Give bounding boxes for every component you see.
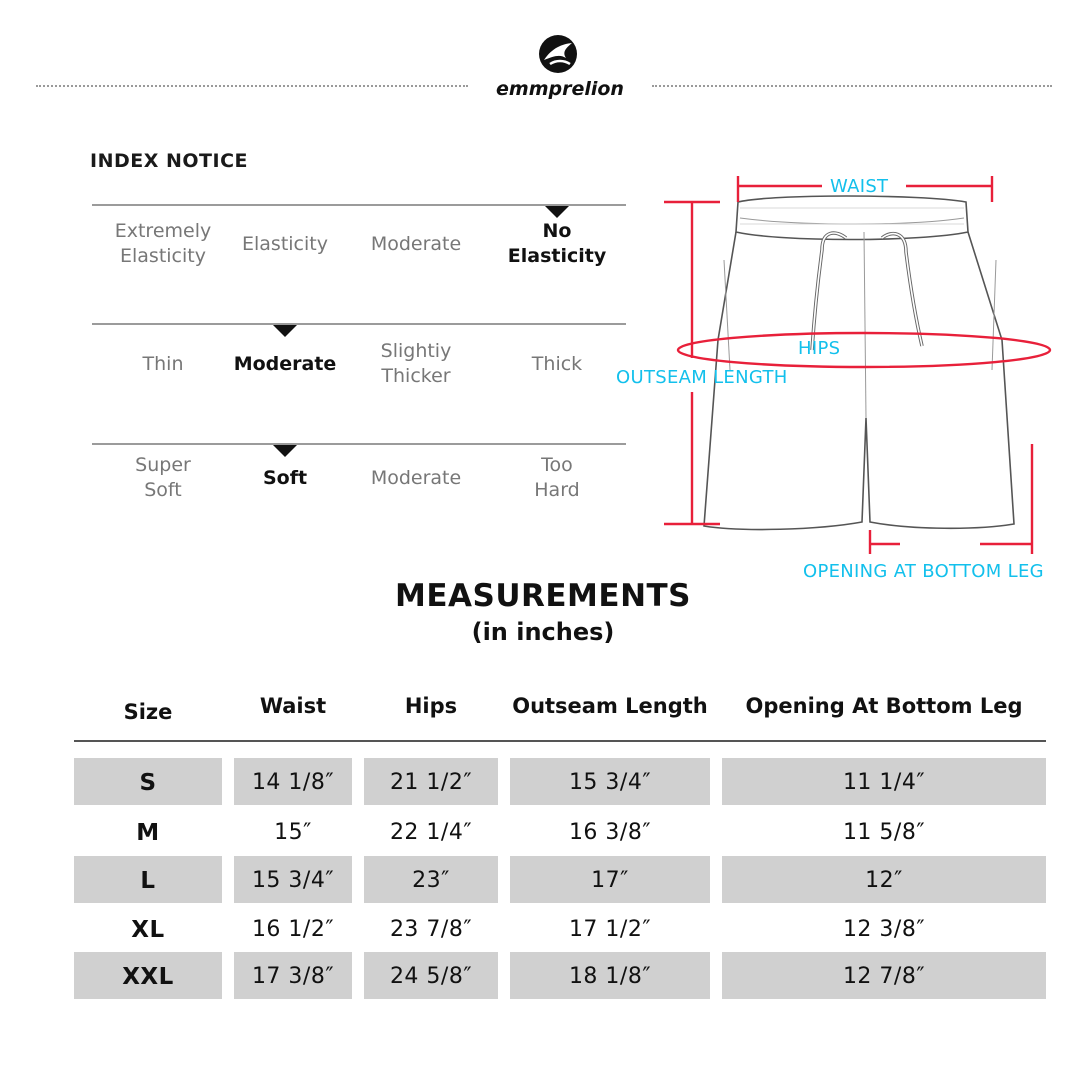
size-cell: L bbox=[74, 856, 222, 903]
measurement-cell: 17 1/2″ bbox=[568, 917, 652, 942]
measurement-cell: 16 3/8″ bbox=[568, 820, 652, 845]
selected-marker-icon bbox=[273, 325, 297, 337]
brand-logo bbox=[490, 34, 630, 104]
measurement-cell: 17″ bbox=[510, 856, 710, 903]
index-option: Too Hard bbox=[534, 454, 580, 501]
index-option: Soft bbox=[262, 466, 308, 489]
measurement-cell: 18 1/8″ bbox=[510, 952, 710, 999]
measurement-cell: 12″ bbox=[722, 856, 1046, 903]
index-option: Moderate bbox=[233, 352, 337, 375]
index-option: No Elasticity bbox=[507, 220, 607, 267]
measurement-cell: 11 1/4″ bbox=[722, 758, 1046, 805]
measurement-cell: 12 3/8″ bbox=[842, 917, 926, 942]
measurement-cell: 15 3/4″ bbox=[234, 856, 352, 903]
index-option: Thick bbox=[531, 352, 583, 375]
index-option: Elasticity bbox=[242, 232, 328, 255]
size-cell: S bbox=[74, 758, 222, 805]
size-cell: XL bbox=[131, 917, 165, 943]
hips-label: HIPS bbox=[798, 338, 841, 359]
shorts-diagram bbox=[600, 160, 1086, 590]
column-header-opening-bottom-leg: Opening At Bottom Leg bbox=[745, 694, 1023, 718]
measurement-cell: 23″ bbox=[364, 856, 498, 903]
measurement-cell: 17 3/8″ bbox=[234, 952, 352, 999]
index-notice-title: INDEX NOTICE bbox=[90, 150, 248, 172]
measurements-subtitle: (in inches) bbox=[471, 618, 615, 646]
index-row-divider bbox=[92, 323, 626, 325]
column-header-size: Size bbox=[123, 700, 173, 724]
index-row-divider bbox=[92, 443, 626, 445]
size-cell: XXL bbox=[74, 952, 222, 999]
index-option: Super Soft bbox=[135, 454, 191, 501]
measurement-cell: 16 1/2″ bbox=[251, 917, 335, 942]
size-cell: M bbox=[136, 820, 160, 846]
index-option: Extremely Elasticity bbox=[114, 220, 212, 267]
table-header-rule bbox=[74, 740, 1046, 742]
measurements-title: MEASUREMENTS bbox=[394, 578, 691, 614]
measurement-cell: 22 1/4″ bbox=[389, 820, 473, 845]
measurement-cell: 12 7/8″ bbox=[722, 952, 1046, 999]
column-header-waist: Waist bbox=[259, 694, 327, 718]
measurement-cell: 11 5/8″ bbox=[842, 820, 926, 845]
column-header-outseam-length: Outseam Length bbox=[512, 694, 708, 718]
measurement-cell: 15″ bbox=[274, 820, 312, 845]
header-divider-right bbox=[652, 85, 1052, 87]
measurement-cell: 15 3/4″ bbox=[510, 758, 710, 805]
brand-wordmark: emmprelion bbox=[496, 78, 624, 100]
header-divider-left bbox=[36, 85, 468, 87]
measurement-cell: 14 1/8″ bbox=[234, 758, 352, 805]
measurement-cell: 21 1/2″ bbox=[364, 758, 498, 805]
measurements-heading bbox=[0, 578, 1086, 646]
index-option: Thin bbox=[142, 352, 184, 375]
index-option: Slightiy Thicker bbox=[380, 340, 452, 387]
outseam-length-label: OUTSEAM LENGTH bbox=[616, 367, 788, 388]
index-option: Moderate bbox=[370, 466, 462, 489]
measurement-cell: 24 5/8″ bbox=[364, 952, 498, 999]
measurement-cell: 23 7/8″ bbox=[389, 917, 473, 942]
waist-label: WAIST bbox=[830, 176, 889, 197]
opening-bottom-leg-label: OPENING AT BOTTOM LEG bbox=[803, 561, 1044, 582]
column-header-hips: Hips bbox=[404, 694, 458, 718]
index-option: Moderate bbox=[370, 232, 462, 255]
selected-marker-icon bbox=[545, 206, 569, 218]
brand-emblem-icon bbox=[536, 34, 580, 74]
selected-marker-icon bbox=[273, 445, 297, 457]
